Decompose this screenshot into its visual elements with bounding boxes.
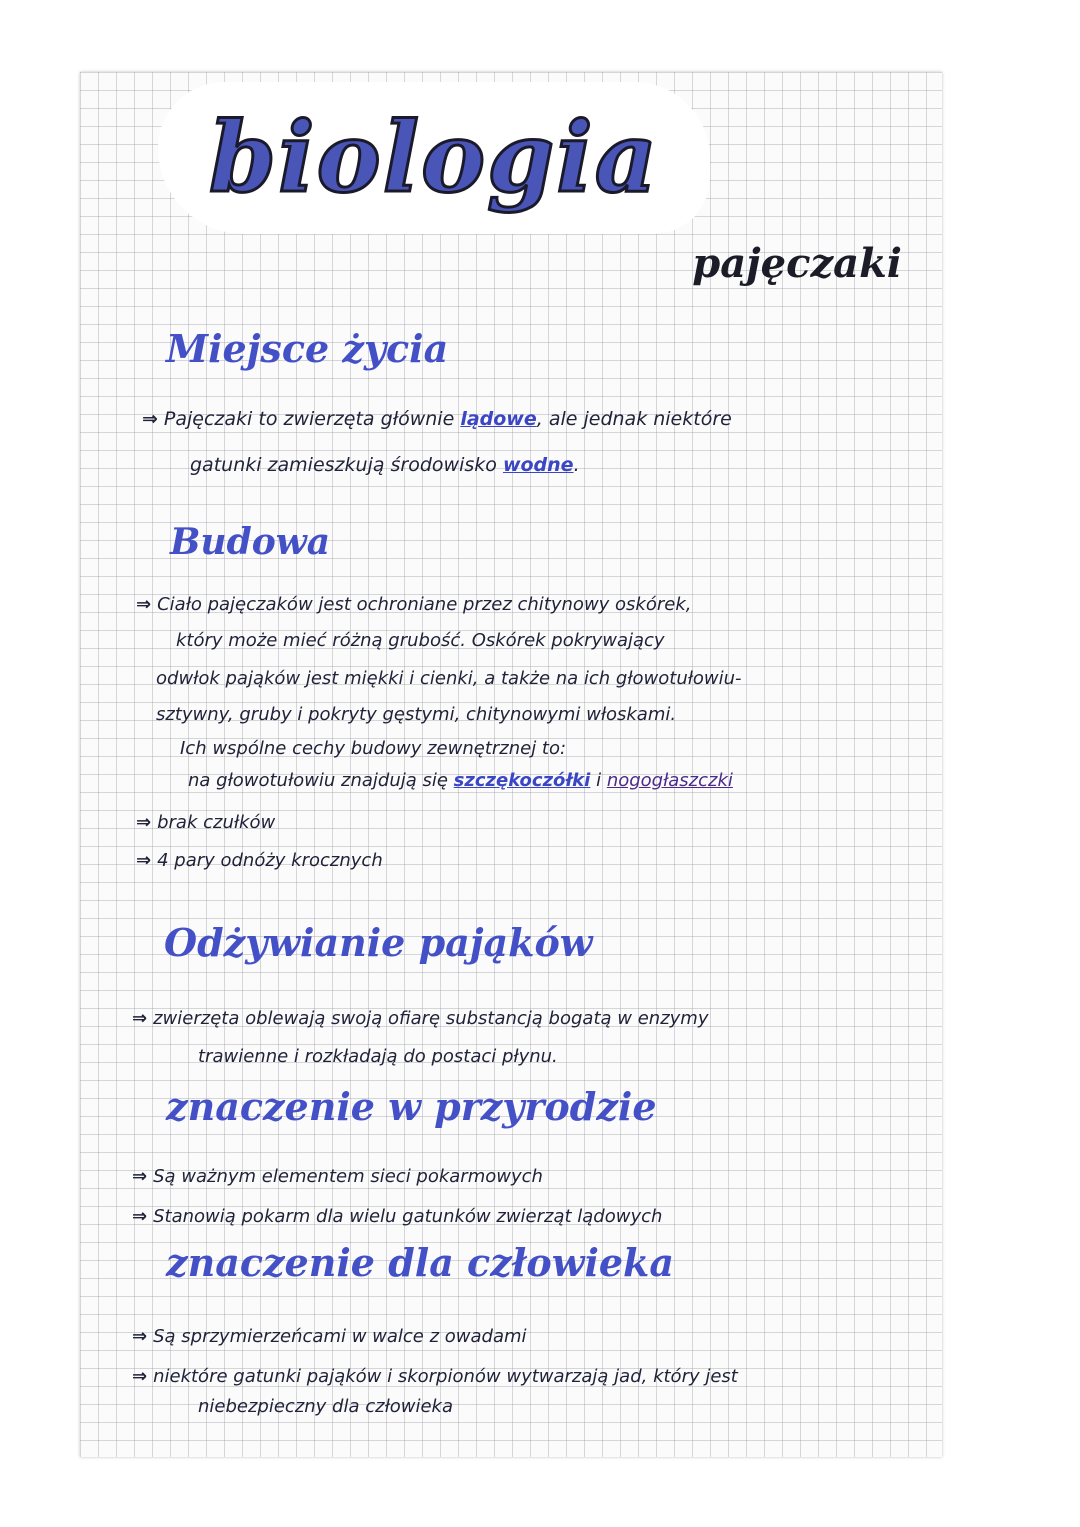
budowa-line-5: [180, 740, 566, 758]
budowa-feature-joiner: i: [596, 770, 602, 791]
budowa-bullet-2: [136, 852, 383, 870]
przyroda-bullet-2-text: Stanowią pokarm dla wielu gatunków zwierząt lądowych: [153, 1206, 663, 1227]
przyroda-bullet-1-text: Są ważnym elementem sieci pokarmowych: [153, 1166, 543, 1187]
heading-odzywianie: Odżywianie pająków: [164, 920, 593, 965]
czlowiek-bullet-2: [132, 1368, 738, 1386]
czlowiek-continuation: [198, 1398, 453, 1416]
arrow-icon: ⇒: [132, 1166, 148, 1187]
arrow-icon: ⇒: [136, 850, 152, 871]
miejsce-line-2-suffix: .: [573, 454, 580, 476]
page-title: biologia: [209, 101, 659, 214]
heading-budowa: Budowa: [170, 521, 331, 563]
arrow-icon: ⇒: [136, 594, 152, 615]
budowa-bullet-2-text: 4 pary odnóży krocznych: [157, 850, 383, 871]
budowa-line-1: [136, 596, 692, 614]
przyroda-bullet-1: [132, 1168, 543, 1186]
page-subtitle: pajęczaki: [692, 240, 902, 287]
czlowiek-bullet-1: [132, 1328, 527, 1346]
arrow-icon: ⇒: [132, 1366, 148, 1387]
miejsce-line-1-prefix: Pajęczaki to zwierzęta głównie: [163, 408, 455, 430]
budowa-line-1-text: Ciało pajęczaków jest ochroniane przez chitynowy oskórek,: [157, 594, 692, 615]
przyroda-bullet-2: [132, 1208, 662, 1226]
arrow-icon: ⇒: [142, 408, 158, 430]
heading-miejsce: Miejsce życia: [166, 326, 449, 371]
budowa-line-2: [176, 632, 665, 650]
notebook-page: [80, 72, 942, 1457]
budowa-feature-prefix: na głowotułowiu znajdują się: [188, 770, 448, 791]
miejsce-line-2-prefix: gatunki zamieszkują środowisko: [190, 454, 497, 476]
highlight-szczekoczulki: szczękoczółki: [453, 770, 591, 791]
heading-przyroda: znaczenie w przyrodzie: [166, 1084, 657, 1129]
miejsce-highlight-wodne: wodne: [502, 454, 574, 476]
czlowiek-bullet-2-text: niektóre gatunki pająków i skorpionów wytwarzają jad, który jest: [153, 1366, 738, 1387]
highlight-nogoglaszczki: nogogłaszczki: [606, 770, 733, 791]
budowa-line-4-text: sztywny, gruby i pokryty gęstymi, chitynowymi włoskami.: [156, 704, 677, 725]
czlowiek-bullet-1-text: Są sprzymierzeńcami w walce z owadami: [153, 1326, 527, 1347]
odzywianie-line-1-text: zwierzęta oblewają swoją ofiarę substancją bogatą w enzymy: [153, 1008, 709, 1029]
budowa-line-3: [156, 670, 742, 688]
budowa-line-2-text: który może mieć różną grubość. Oskórek pokrywający: [176, 630, 665, 651]
odzywianie-line-2: [198, 1048, 558, 1066]
title-sticker: [164, 88, 704, 228]
odzywianie-line-2-text: trawienne i rozkładają do postaci płynu.: [198, 1046, 558, 1067]
arrow-icon: ⇒: [132, 1326, 148, 1347]
arrow-icon: ⇒: [132, 1206, 148, 1227]
miejsce-line-2: [190, 456, 580, 475]
budowa-bullet-1: [136, 814, 275, 832]
arrow-icon: ⇒: [132, 1008, 148, 1029]
budowa-line-4: [156, 706, 676, 724]
miejsce-highlight-ladowe: lądowe: [460, 408, 537, 430]
arrow-icon: ⇒: [136, 812, 152, 833]
miejsce-line-1: [142, 410, 732, 429]
miejsce-line-1-suffix: , ale jednak niektóre: [536, 408, 732, 430]
odzywianie-line-1: [132, 1010, 708, 1028]
budowa-bullet-1-text: brak czułków: [157, 812, 276, 833]
czlowiek-continuation-text: niebezpieczny dla człowieka: [198, 1396, 454, 1417]
heading-czlowiek: znaczenie dla człowieka: [166, 1240, 675, 1285]
budowa-feature-line: [188, 772, 733, 790]
budowa-line-5-text: Ich wspólne cechy budowy zewnętrznej to:: [180, 738, 567, 759]
budowa-line-3-text: odwłok pająków jest miękki i cienki, a także na ich głowotułowiu-: [156, 668, 742, 689]
